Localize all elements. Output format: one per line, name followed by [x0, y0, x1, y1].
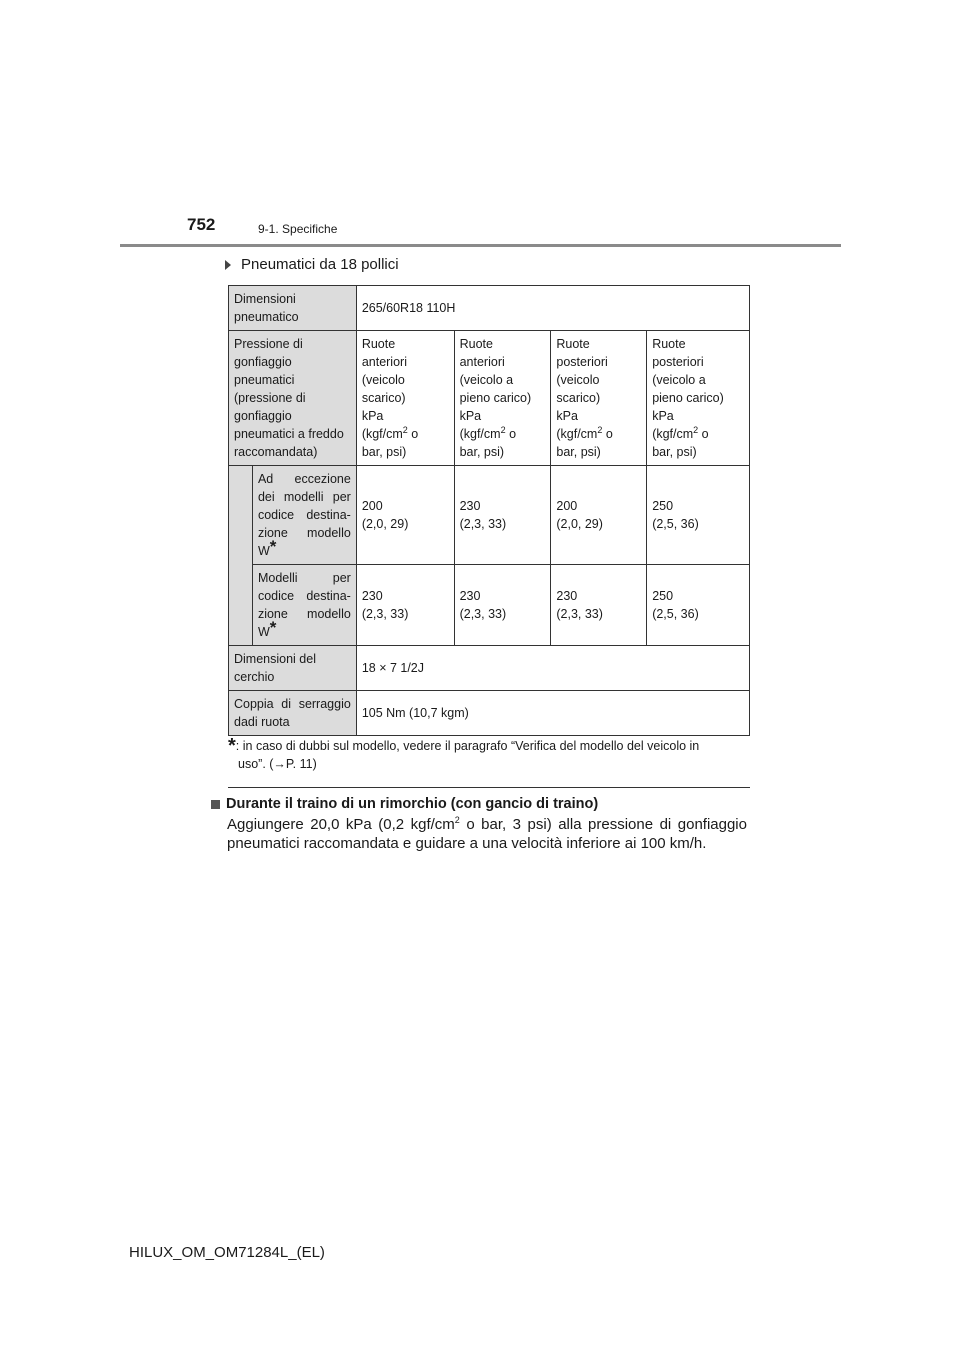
pressure-col-rear-unloaded: Ruote posteriori (veicolo scarico) kPa ($kgf/cm^2$ o bar, psi) [551, 331, 647, 466]
table-row [229, 286, 750, 331]
table-row [229, 466, 750, 565]
pressure-label-continuation [229, 466, 253, 646]
header-rule [120, 244, 841, 247]
torque-label: Coppia di serraggio dadi ruota [229, 691, 357, 736]
tire-size-label: Dimensioni pneumatico [229, 286, 357, 331]
pressure-col-rear-loaded: Ruote posteriori (veicolo a pieno carico) kPa ($kgf/cm^2$ o bar, psi) [647, 331, 750, 466]
towing-body: Aggiungere 20,0 kPa (0,2 kgf/$cm^2$ o bar, 3 psi) alla pressione di gonfiaggio pneumatici raccomandata e guidare a una velocità inferiore ai 100 km/h. [227, 815, 747, 852]
table-row [229, 565, 750, 646]
rim-size-label: Dimensioni del cerchio [229, 646, 357, 691]
cell-value: 200 (2,0, 29) [551, 466, 647, 565]
towing-section-title [211, 796, 598, 812]
footnote [228, 735, 748, 773]
towing-title-text: Durante il traino di un rimorchio (con gancio di traino) [226, 796, 599, 812]
section-label: 9-1. Specifiche [258, 222, 338, 236]
subheading [225, 256, 399, 273]
triangle-arrow-icon [225, 260, 231, 270]
row-except-w-label: Ad eccezione dei modelli per codice destina- zione modello W* [252, 466, 356, 565]
cell-value: 230 (2,3, 33) [454, 466, 551, 565]
subheading-text: Pneumatici da 18 pollici [241, 256, 399, 273]
document-code: HILUX_OM_OM71284L_(EL) [129, 1244, 325, 1261]
footnote-text: : in caso di dubbi sul modello, vedere il paragrafo “Verifica del modello del veicolo in [235, 739, 700, 753]
cell-value: 230 (2,3, 33) [454, 565, 551, 646]
table-row [229, 331, 750, 466]
section-divider [228, 787, 750, 788]
tire-size-value: 265/60R18 110H [356, 286, 749, 331]
cell-value: 200 (2,0, 29) [356, 466, 454, 565]
footnote-text-cont: uso”. (→P. 11) [238, 757, 317, 771]
rim-size-value: 18 × 7 1/2J [356, 646, 749, 691]
table-row [229, 691, 750, 736]
row-w-label: Modelli per codice destina- zione modello W* [252, 565, 356, 646]
square-bullet-icon [211, 800, 220, 809]
cell-value: 230 (2,3, 33) [356, 565, 454, 646]
cell-value: 250 (2,5, 36) [647, 466, 750, 565]
pressure-col-front-loaded: Ruote anteriori (veicolo a pieno carico) kPa ($kgf/cm^2$ o bar, psi) [454, 331, 551, 466]
pressure-label: Pressione di gonfiaggio pneumatici (pressione di gonfiaggio pneumatici a freddo raccomandata) [229, 331, 357, 466]
footnote-star: * [228, 735, 236, 757]
tire-spec-table [228, 285, 750, 736]
table-row [229, 646, 750, 691]
page-number: 752 [187, 215, 216, 234]
cell-value: 250 (2,5, 36) [647, 565, 750, 646]
pressure-col-front-unloaded: Ruote anteriori (veicolo scarico) kPa ($kgf/cm^2$ o bar, psi) [356, 331, 454, 466]
torque-value: 105 Nm (10,7 kgm) [356, 691, 749, 736]
cell-value: 230 (2,3, 33) [551, 565, 647, 646]
